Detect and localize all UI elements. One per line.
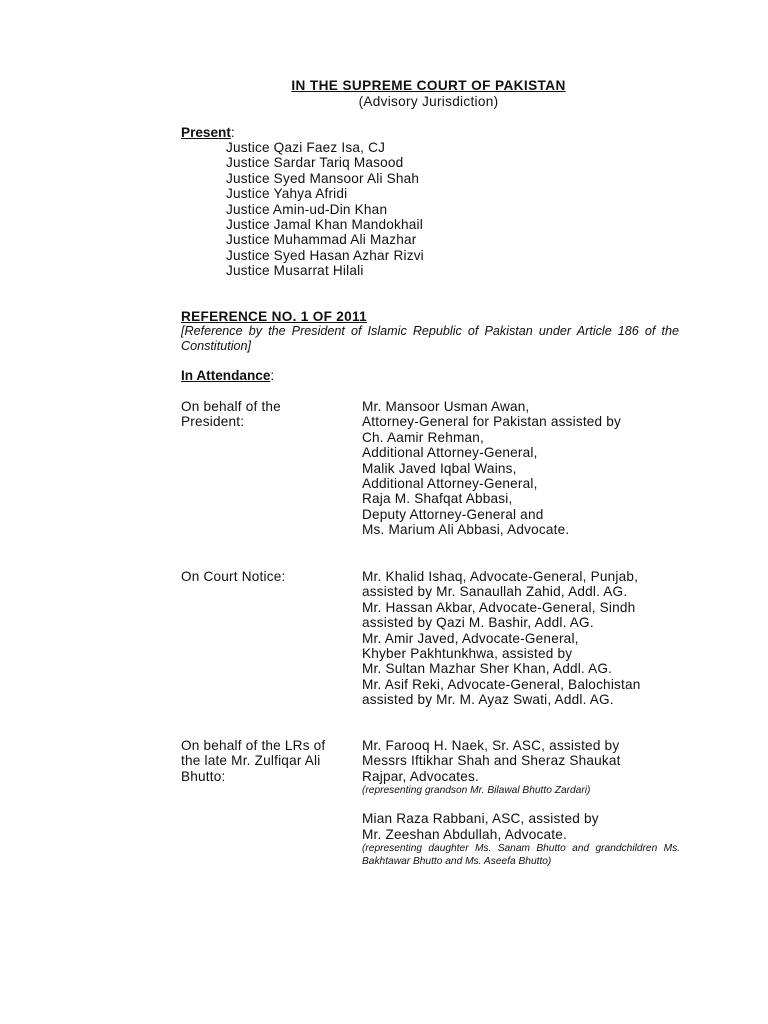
- party-label: On Court Notice:: [181, 569, 286, 584]
- jurisdiction-subtitle: (Advisory Jurisdiction): [358, 94, 499, 109]
- counsel-line: Mr. Mansoor Usman Awan,: [362, 399, 530, 414]
- counsel-line: Mr. Amir Javed, Advocate-General,: [362, 630, 579, 646]
- counsel-line: Mr. Sultan Mazhar Sher Khan, Addl. AG.: [362, 661, 613, 677]
- judge-name: Justice Qazi Faez Isa, CJ: [226, 140, 386, 155]
- bench-list: [226, 140, 424, 279]
- counsel-line: Deputy Attorney-General and: [362, 506, 544, 522]
- counsel-line: Mr. Farooq H. Naek, Sr. ASC, assisted by: [362, 738, 620, 753]
- judge-name: Justice Yahya Afridi: [226, 186, 348, 202]
- party-label: On behalf of the LRs of the late Mr. Zulfiqar Ali Bhutto:: [181, 738, 326, 784]
- counsel-line: Mr. Zeeshan Abdullah, Advocate.: [362, 826, 567, 842]
- counsel-line: Mian Raza Rabbani, ASC, assisted by: [362, 811, 599, 827]
- counsel-line: Malik Javed Iqbal Wains,: [362, 460, 517, 476]
- counsel-line: Additional Attorney-General,: [362, 475, 538, 491]
- counsel-line: Mr. Asif Reki, Advocate-General, Balochistan: [362, 676, 641, 692]
- counsel-line: Ms. Marium Ali Abbasi, Advocate.: [362, 522, 570, 538]
- representation-note: (representing grandson Mr. Bilawal Bhutto Zardari): [362, 785, 591, 797]
- judge-name: Justice Syed Hasan Azhar Rizvi: [226, 247, 424, 263]
- party-label: On behalf of the President:: [181, 399, 281, 430]
- counsel-line: Mr. Khalid Ishaq, Advocate-General, Punjab,: [362, 569, 639, 584]
- counsel-line: assisted by Qazi M. Bashir, Addl. AG.: [362, 615, 594, 631]
- counsel-list: [362, 399, 680, 538]
- court-title: IN THE SUPREME COURT OF PAKISTAN: [291, 78, 566, 93]
- counsel-line: Mr. Hassan Akbar, Advocate-General, Sindh: [362, 599, 636, 615]
- judge-name: Justice Jamal Khan Mandokhail: [226, 216, 423, 232]
- counsel-line: assisted by Mr. Sanaullah Zahid, Addl. AG.: [362, 584, 628, 600]
- counsel-line: Messrs Iftikhar Shah and Sheraz Shaukat: [362, 753, 621, 769]
- counsel-line: Khyber Pakhtunkhwa, assisted by: [362, 645, 573, 661]
- judge-name: Justice Muhammad Ali Mazhar: [226, 232, 417, 248]
- counsel-line: Rajpar, Advocates.: [362, 768, 479, 784]
- counsel-line: assisted by Mr. M. Ayaz Swati, Addl. AG.: [362, 692, 614, 708]
- counsel-list: [362, 738, 680, 868]
- counsel-line: Additional Attorney-General,: [362, 445, 538, 461]
- counsel-line: Attorney-General for Pakistan assisted by: [362, 414, 622, 430]
- counsel-list: [362, 569, 680, 708]
- attendance-heading: In Attendance:: [181, 368, 275, 383]
- reference-description: [Reference by the President of Islamic Republic of Pakistan under Article 186 of the Constitution]: [181, 324, 679, 354]
- counsel-line: Raja M. Shafqat Abbasi,: [362, 491, 513, 507]
- judge-name: Justice Syed Mansoor Ali Shah: [226, 170, 420, 186]
- reference-title: REFERENCE NO. 1 OF 2011: [181, 309, 367, 324]
- counsel-line: Ch. Aamir Rehman,: [362, 429, 485, 445]
- judge-name: Justice Sardar Tariq Masood: [226, 155, 404, 171]
- judge-name: Justice Amin-ud-Din Khan: [226, 201, 388, 217]
- representation-note: (representing daughter Ms. Sanam Bhutto and grandchildren Ms. Bakhtawar Bhutto and Ms. Aseefa Bhutto): [362, 842, 680, 867]
- present-heading: Present:: [181, 125, 235, 140]
- judge-name: Justice Musarrat Hilali: [226, 263, 364, 279]
